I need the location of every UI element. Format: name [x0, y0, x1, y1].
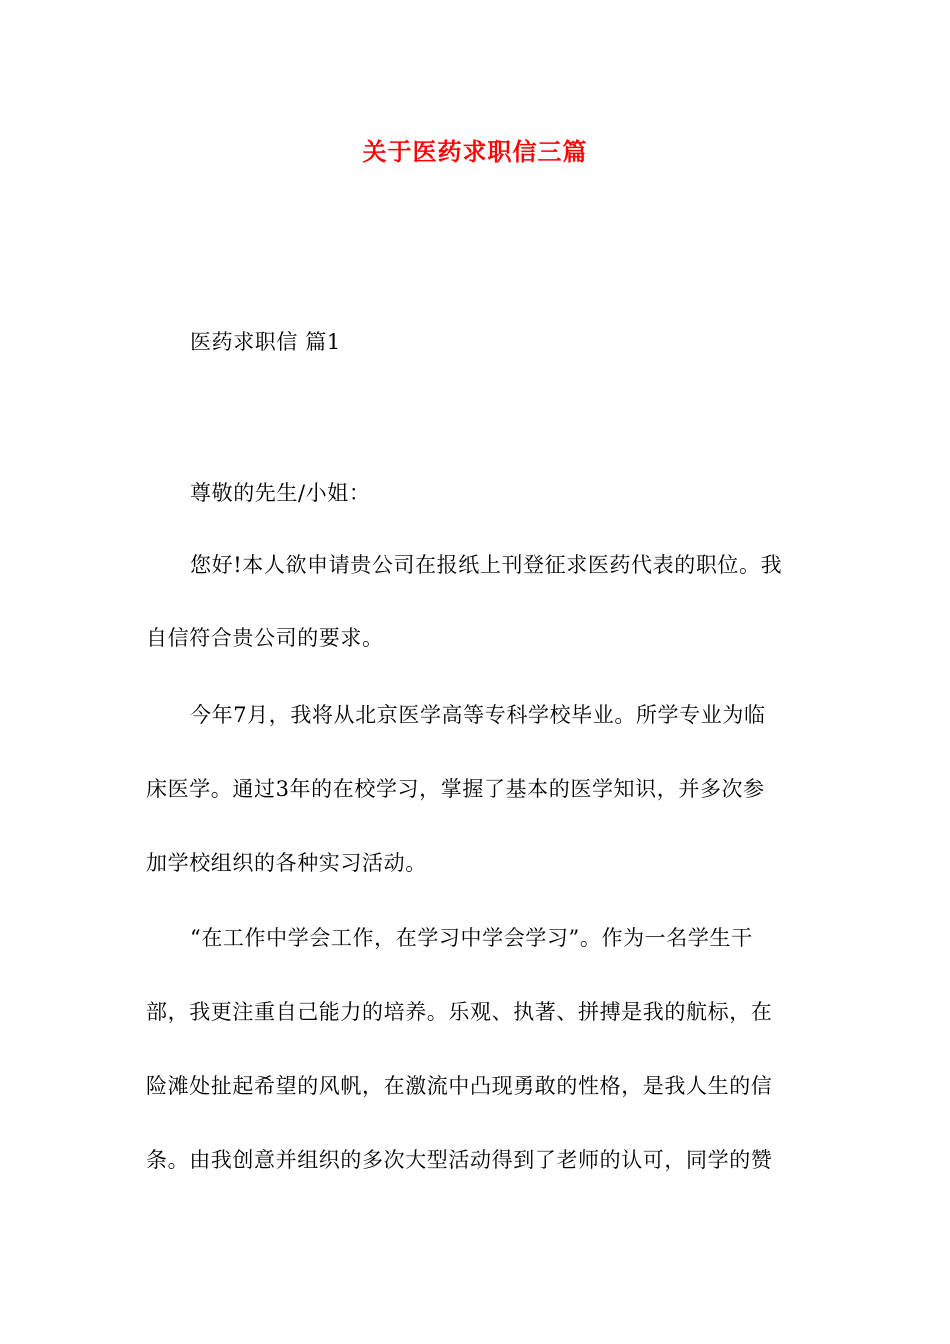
- section-heading: 医药求职信 篇1: [190, 330, 341, 354]
- paragraph-line: 条。由我创意并组织的多次大型活动得到了老师的认可，同学的赞: [146, 1148, 773, 1172]
- paragraph-line: 部，我更注重自己能力的培养。乐观、执著、拼搏是我的航标，在: [146, 1000, 773, 1024]
- paragraph-line: 自信符合贵公司的要求。: [146, 626, 384, 650]
- paragraph-line: 加学校组织的各种实习活动。: [146, 851, 427, 875]
- paragraph-line: 险滩处扯起希望的风帆，在激流中凸现勇敢的性格，是我人生的信: [146, 1074, 773, 1098]
- paragraph-line: 您好!本人欲申请贵公司在报纸上刊登征求医药代表的职位。我: [190, 553, 783, 577]
- salutation: 尊敬的先生/小姐：: [190, 481, 371, 505]
- paragraph-line: 今年7月，我将从北京医学高等专科学校毕业。所学专业为临: [190, 703, 766, 727]
- document-title: 关于医药求职信三篇: [362, 137, 588, 166]
- paragraph-line: “在工作中学会工作，在学习中学会学习”。作为一名学生干: [190, 926, 753, 950]
- paragraph-line: 床医学。通过3年的在校学习，掌握了基本的医学知识，并多次参: [146, 777, 765, 801]
